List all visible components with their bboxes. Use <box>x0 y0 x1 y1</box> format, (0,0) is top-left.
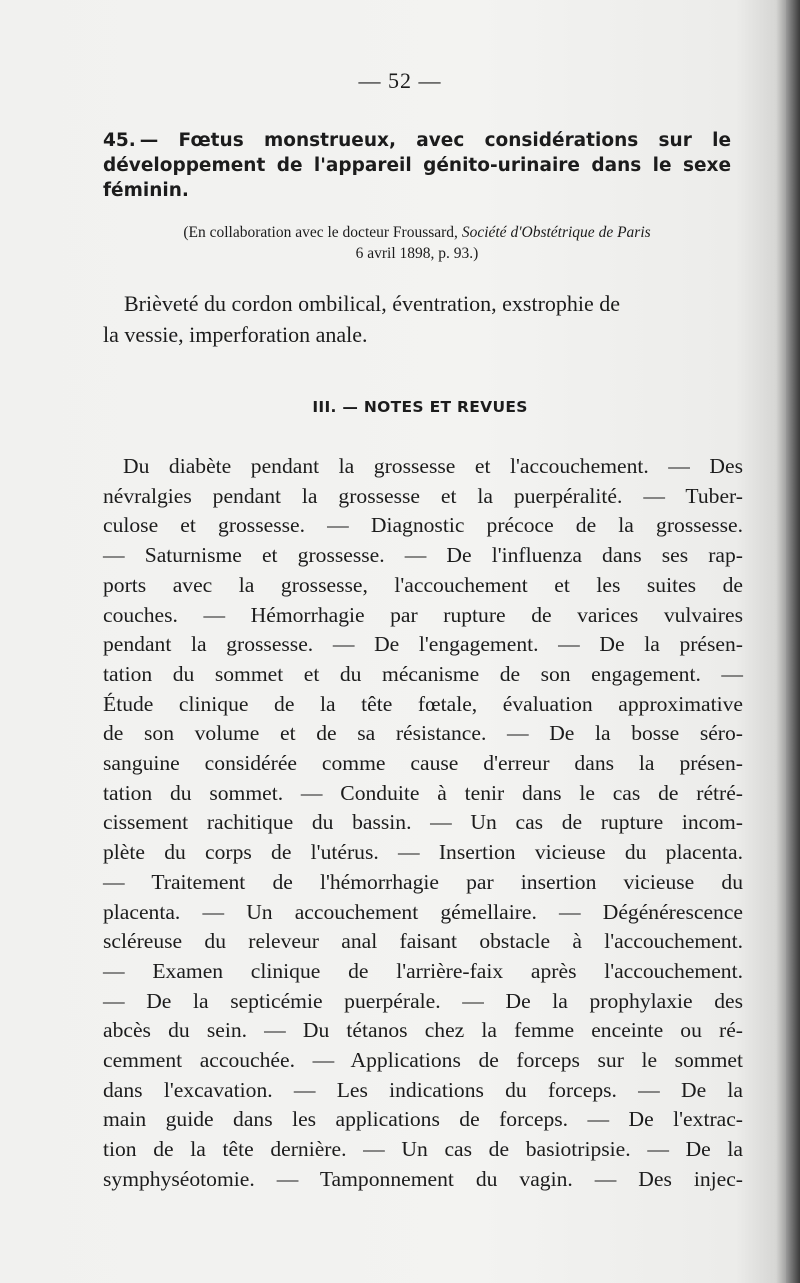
summary-line-1: Brièveté du cordon ombilical, éventration, exstrophie de <box>124 291 621 316</box>
collaboration-prefix: (En collaboration avec le docteur Froussard, <box>183 224 462 241</box>
body-line: de son volume et de sa résistance. — De la bosse séro- <box>103 721 743 746</box>
body-line: — Saturnisme et grossesse. — De l'influenza dans ses rap- <box>103 543 743 568</box>
body-line: sanguine considérée comme cause d'erreur dans la présen- <box>103 751 743 776</box>
collaboration-journal: Société d'Obstétrique de Paris <box>461 224 651 241</box>
body-line: cissement rachitique du bassin. — Un cas de rupture incom- <box>103 810 743 835</box>
body-line: névralgies pendant la grossesse et la puerpéralité. — Tuber- <box>103 483 743 508</box>
page-number: — 52 — <box>358 68 442 93</box>
body-line: main guide dans les applications de forceps. — De l'extrac- <box>103 1107 743 1132</box>
body-line: ports avec la grossesse, l'accouchement et les suites de <box>103 572 743 597</box>
summary-line-2: la vessie, imperforation anale. <box>103 322 368 347</box>
body-line: couches. — Hémorrhagie par rupture de varices vulvaires <box>103 602 743 627</box>
body-line: tation du sommet et du mécanisme de son engagement. — <box>103 661 743 686</box>
page-edge-shadow <box>786 0 800 1283</box>
body-line: culose et grossesse. — Diagnostic précoce de la grossesse. <box>103 513 743 538</box>
entry-title-text: — Fœtus monstrueux, avec considérations sur le développement de l'appareil génito-urinaire dans le sexe féminin. <box>103 130 731 201</box>
body-line: placenta. — Un accouchement gémellaire. — Dégénérescence <box>103 899 743 924</box>
body-line: cemment accouchée. — Applications de forceps sur le sommet <box>103 1048 743 1073</box>
body-line: pendant la grossesse. — De l'engagement. — De la présen- <box>103 632 743 657</box>
entry-collaboration-note <box>103 222 731 264</box>
body-line: — Examen clinique de l'arrière-faix après l'accouchement. <box>103 958 743 983</box>
section-heading: III. — NOTES ET REVUES <box>312 398 528 416</box>
body-line: plète du corps de l'utérus. — Insertion vicieuse du placenta. <box>103 840 743 865</box>
entry-summary <box>103 288 732 350</box>
body-line: — De la septicémie puerpérale. — De la prophylaxie des <box>103 988 743 1013</box>
body-line: abcès du sein. — Du tétanos chez la femme enceinte ou ré- <box>103 1018 743 1043</box>
body-line: dans l'excavation. — Les indications du forceps. — De la <box>103 1077 743 1102</box>
body-line: symphyséotomie. — Tamponnement du vagin. — Des injec- <box>103 1166 743 1191</box>
body-line: tion de la tête dernière. — Un cas de basiotripsie. — De la <box>103 1137 743 1162</box>
body-line: scléreuse du releveur anal faisant obstacle à l'accouchement. <box>103 929 743 954</box>
body-line: tation du sommet. — Conduite à tenir dans le cas de rétré- <box>103 780 743 805</box>
entry-title <box>103 128 731 203</box>
entry-number: 45. <box>103 130 136 151</box>
body-line: Du diabète pendant la grossesse et l'accouchement. — Des <box>123 454 743 478</box>
collaboration-suffix: 6 avril 1898, p. 93.) <box>355 245 479 262</box>
notes-body-text <box>103 452 743 1195</box>
body-line: — Traitement de l'hémorrhagie par insertion vicieuse du <box>103 869 743 894</box>
body-line: Étude clinique de la tête fœtale, évaluation approximative <box>103 691 743 716</box>
